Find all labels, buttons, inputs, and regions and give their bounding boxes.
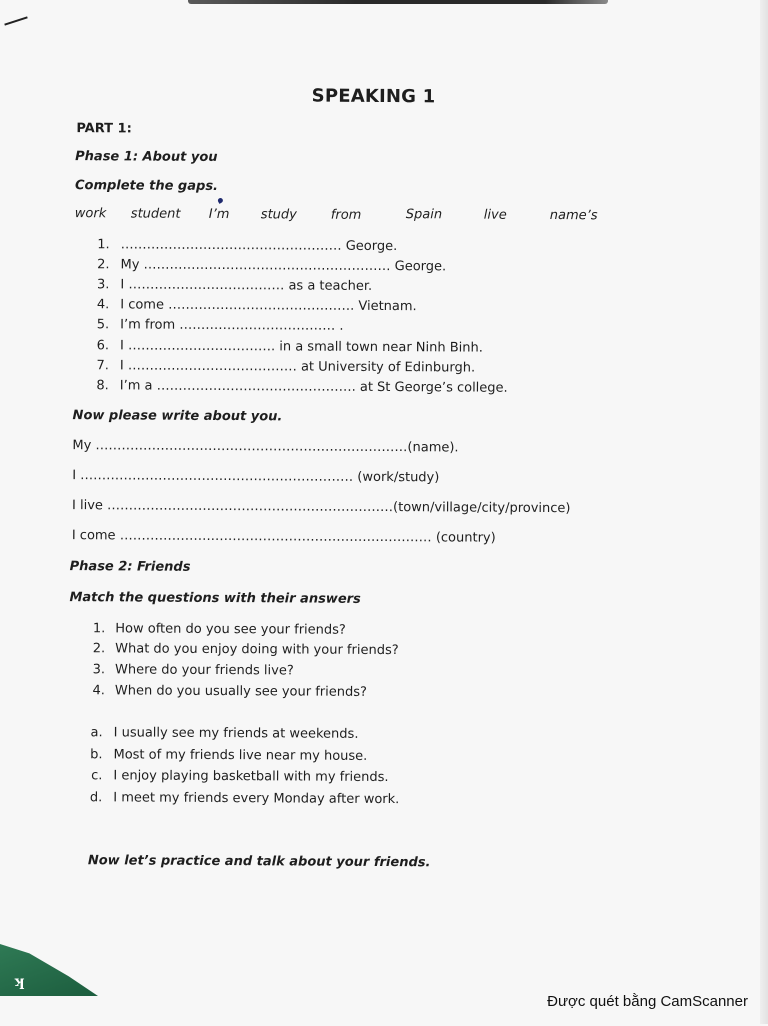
word-bank-item: from	[330, 207, 362, 223]
answer-letter: b.	[90, 747, 103, 763]
camscanner-watermark: Được quét bằng CamScanner	[547, 993, 748, 1010]
word-bank-item: Spain	[405, 207, 443, 223]
word-bank-item: study	[260, 207, 297, 223]
question-number: 3.	[92, 662, 106, 678]
gap-number: 7.	[96, 358, 109, 374]
gap-sentence: …………………………………………… George.	[120, 237, 398, 255]
page-title: SPEAKING 1	[311, 85, 436, 108]
write-line-live: I live …………………………………………………………(town/village/city/province)	[71, 498, 571, 517]
corner-glyph: ʞ	[14, 974, 25, 990]
answer-text: Most of my friends live near my house.	[113, 747, 368, 764]
gap-number: 5.	[96, 317, 110, 333]
answer-text: I enjoy playing basketball with my friends.	[113, 768, 389, 786]
ink-mark	[217, 197, 224, 204]
phase2-heading: Phase 2: Friends	[69, 559, 191, 575]
answer-letter: c.	[91, 768, 103, 784]
gap-sentence: I’m a ………………………………………. at St George’s college.	[119, 378, 508, 396]
write-line-country: I come ……………………………………………………………… (country)	[71, 528, 496, 546]
write-heading: Now please write about you.	[72, 408, 283, 425]
gap-number: 6.	[96, 338, 110, 354]
gap-number: 4.	[96, 297, 110, 313]
gap-number: 1.	[97, 237, 110, 253]
write-line-work: I ……………………………………………………… (work/study)	[72, 468, 440, 486]
phase1-instruction: Complete the gaps.	[74, 178, 219, 194]
question-number: 1.	[92, 621, 106, 637]
word-bank-item: live	[483, 207, 507, 223]
question-number: 2.	[92, 641, 106, 657]
phase2-instruction: Match the questions with their answers	[69, 590, 361, 607]
part-label: PART 1:	[76, 121, 132, 137]
phase1-heading: Phase 1: About you	[75, 149, 218, 165]
answer-text: I meet my friends every Monday after work.	[113, 790, 400, 808]
gap-number: 3.	[96, 277, 110, 293]
gap-sentence: I’m from ……………………………… .	[120, 317, 344, 334]
word-bank-item: name’s	[549, 208, 598, 224]
word-bank-item: student	[130, 206, 181, 222]
answer-letter: a.	[90, 725, 103, 741]
word-bank-item: I’m	[208, 206, 230, 223]
gap-sentence: I ……………………………… as a teacher.	[120, 277, 373, 294]
question-text: Where do your friends live?	[114, 662, 294, 679]
word-bank-item: work	[74, 206, 107, 222]
question-text: How often do you see your friends?	[115, 621, 346, 638]
question-text: What do you enjoy doing with your friends?	[115, 641, 399, 659]
gap-sentence: I ……………………………. in a small town near Ninh Binh.	[119, 338, 483, 356]
gap-sentence: My ………………………………………………… George.	[120, 257, 447, 275]
question-number: 4.	[92, 683, 105, 699]
question-text: When do you usually see your friends?	[114, 683, 367, 700]
gap-number: 2.	[97, 257, 110, 273]
gap-sentence: I ………………………………… at University of Edinburgh.	[119, 358, 476, 376]
closing-instruction: Now let’s practice and talk about your friends.	[87, 853, 431, 871]
gap-number: 8.	[96, 378, 109, 394]
write-line-name: My ………………………………………………………………(name).	[72, 438, 459, 456]
answer-letter: d.	[89, 790, 103, 806]
gap-sentence: I come ……………………………………. Vietnam.	[120, 297, 417, 315]
answer-text: I usually see my friends at weekends.	[113, 725, 359, 742]
